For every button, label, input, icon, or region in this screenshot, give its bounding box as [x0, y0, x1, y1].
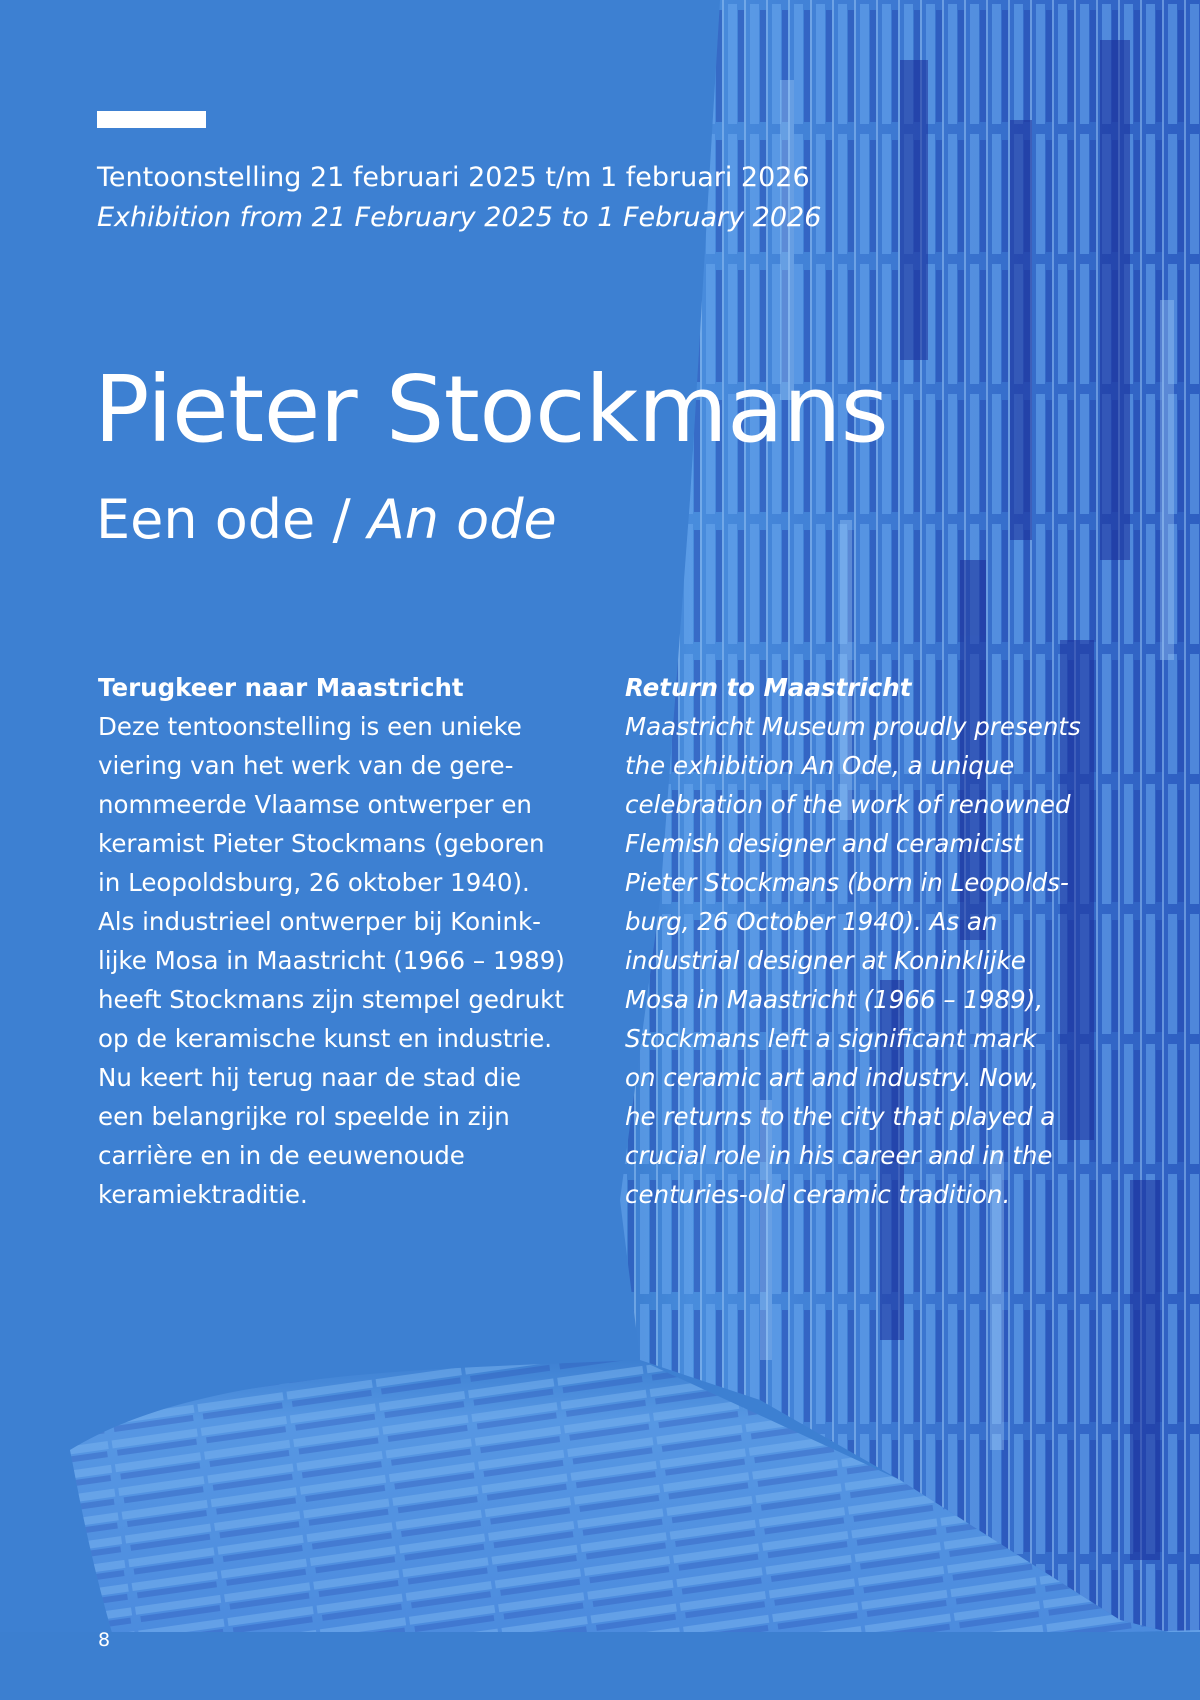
body-column-dutch [98, 668, 568, 1214]
text-line: Als industrieel ontwerper bij Konink- [98, 907, 541, 936]
body-column-english [625, 668, 1095, 1214]
page-title: Pieter Stockmans [94, 356, 889, 463]
text-line: lijke Mosa in Maastricht (1966 – 1989) [98, 946, 565, 975]
text-line: nommeerde Vlaamse ontwerper en [98, 790, 532, 819]
text-line: burg, 26 October 1940). As an [625, 907, 998, 936]
section-heading-nl: Terugkeer naar Maastricht [98, 673, 464, 702]
text-line: centuries-old ceramic tradition. [625, 1180, 1011, 1209]
text-line: Deze tentoonstelling is een unieke [98, 712, 522, 741]
text-line: on ceramic art and industry. Now, [625, 1063, 1039, 1092]
accent-bar [97, 111, 206, 128]
subtitle-en: An ode [367, 488, 557, 551]
text-line: heeft Stockmans zijn stempel gedrukt [98, 985, 564, 1014]
exhibition-dates [97, 158, 821, 238]
text-line: Maastricht Museum proudly presents [625, 712, 1081, 741]
text-line: Flemish designer and ceramicist [625, 829, 1023, 858]
text-line: keramist Pieter Stockmans (geboren [98, 829, 545, 858]
body-text-en [625, 707, 1095, 1214]
text-line: in Leopoldsburg, 26 oktober 1940). [98, 868, 530, 897]
text-line: carrière en in de eeuwenoude [98, 1141, 465, 1170]
subtitle-nl: Een ode [96, 488, 316, 551]
body-text-nl [98, 707, 568, 1214]
text-line: Pieter Stockmans (born in Leopolds- [625, 868, 1069, 897]
text-line: een belangrijke rol speelde in zijn [98, 1102, 510, 1131]
subtitle-separator: / [332, 488, 351, 551]
text-line: he returns to the city that played a [625, 1102, 1056, 1131]
exhibition-dates-en: Exhibition from 21 February 2025 to 1 February 2026 [97, 202, 822, 233]
text-line: op de keramische kunst en industrie. [98, 1024, 553, 1053]
text-line: celebration of the work of renowned [625, 790, 1071, 819]
text-line: Stockmans left a significant mark [625, 1024, 1037, 1053]
section-heading-en: Return to Maastricht [625, 673, 912, 702]
page-subtitle [96, 485, 557, 555]
text-line: Nu keert hij terug naar de stad die [98, 1063, 522, 1092]
exhibition-dates-nl: Tentoonstelling 21 februari 2025 t/m 1 februari 2026 [97, 162, 810, 193]
text-line: viering van het werk van de gere- [98, 751, 514, 780]
page-number: 8 [98, 1629, 111, 1651]
text-line: Mosa in Maastricht (1966 – 1989), [625, 985, 1044, 1014]
text-line: crucial role in his career and in the [625, 1141, 1053, 1170]
text-line: industrial designer at Koninklijke [625, 946, 1026, 975]
text-line: keramiektraditie. [98, 1180, 308, 1209]
text-line: the exhibition An Ode, a unique [625, 751, 1015, 780]
